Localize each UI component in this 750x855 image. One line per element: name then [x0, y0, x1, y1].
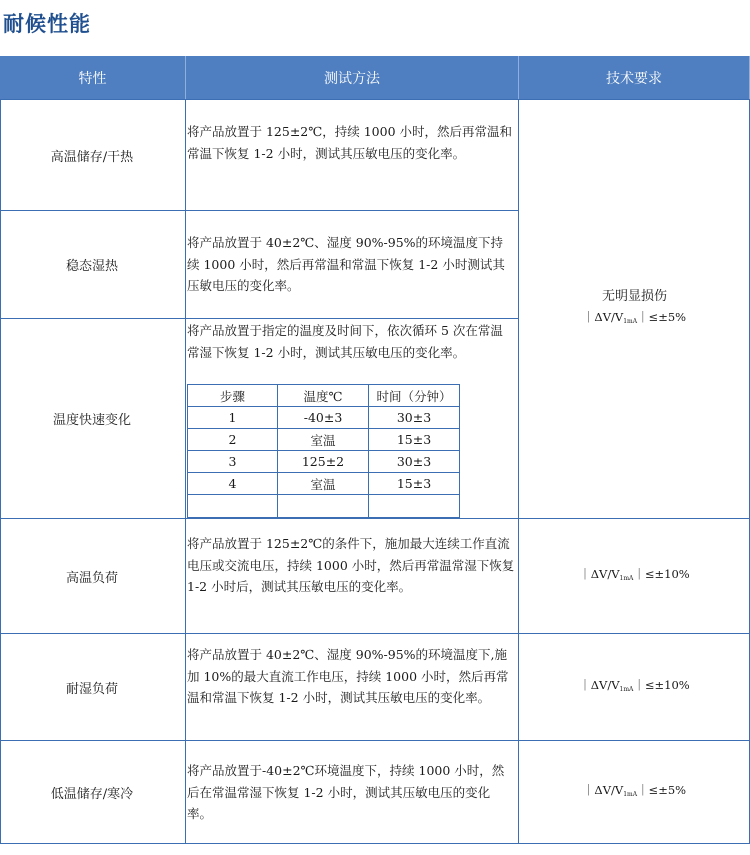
feature-humidity-load: 耐湿负荷: [65, 681, 118, 697]
cycle-temp: 室温: [278, 473, 369, 495]
page-title: 耐候性能: [3, 12, 91, 36]
cycle-step: 4: [188, 473, 278, 495]
rule-bottom: [0, 843, 750, 844]
cycle-time: 15±3: [369, 473, 460, 495]
method-damp-heat: 将产品放置于 40±2℃、湿度 90%-95%的环境温度下持续 1000 小时，然后再常温和常温下恢复 1-2 小时测试其压敏电压的变化率。: [187, 235, 505, 293]
method-high-temp-storage: 将产品放置于 125±2℃，持续 1000 小时，然后再常温和常温下恢复 1-2 小时，测试其压敏电压的变化率。: [187, 124, 513, 161]
table-row: [188, 473, 460, 495]
cycle-table-header: [188, 385, 460, 407]
feature-rapid-temp-change: 温度快速变化: [52, 413, 131, 428]
requirement-delta-v: $|\Delta V/V_{1mA}|\le\pm 5\%$: [582, 309, 687, 325]
requirement-delta-v: $|\Delta V/V_{1mA}|\le\pm 10\%$: [579, 677, 690, 693]
requirement-delta-v: $|\Delta V/V_{1mA}|\le\pm 10\%$: [579, 566, 690, 582]
header-requirement: 技术要求: [519, 56, 750, 99]
method-low-temp-storage: 将产品放置于-40±2℃环境温度下，持续 1000 小时，然后在常温常湿下恢复 1-2 小时，测试其压敏电压的变化率。: [187, 763, 505, 821]
cycle-temp: 125±2: [278, 451, 369, 473]
method-high-temp-load: 将产品放置于 125±2℃的条件下，施加最大连续工作直流电压或交流电压，持续 1000 小时，然后再常温常湿下恢复 1-2 小时后，测试其压敏电压的变化率。: [187, 536, 515, 594]
cycle-header-step: 步骤: [188, 385, 278, 407]
cycle-temp: -40±3: [278, 407, 369, 429]
method-humidity-load: 将产品放置于 40±2℃、湿度 90%-95%的环境温度下,施加 10%的最大直流工作电压，持续 1000 小时，然后再常温和常温下恢复 1-2 小时，测试其压敏电压的变化率。: [187, 647, 509, 705]
requirement-high-temp-load: [519, 519, 750, 633]
rule-col1: [185, 99, 186, 844]
requirement-delta-v: $|\Delta V/V_{1mA}|\le\pm 5\%$: [582, 782, 687, 798]
requirement-no-damage: 无明显损伤: [601, 288, 667, 304]
requirement-humidity-load: [519, 634, 750, 740]
feature-damp-heat: 稳态湿热: [65, 259, 118, 274]
feature-high-temp-load: 高温负荷: [65, 570, 118, 586]
table-row: [188, 429, 460, 451]
cycle-time: 30±3: [369, 451, 460, 473]
cycle-time: 15±3: [369, 429, 460, 451]
feature-high-temp-storage: 高温储存/干热: [50, 149, 134, 165]
cycle-table: [187, 384, 460, 518]
cycle-step: 3: [188, 451, 278, 473]
cycle-step: 2: [188, 429, 278, 451]
cycle-step: 1: [188, 407, 278, 429]
cycle-header-temp: 温度℃: [278, 385, 369, 407]
feature-low-temp-storage: 低温储存/寒冷: [50, 786, 134, 802]
requirement-merged: [519, 100, 750, 518]
table-row: [188, 451, 460, 473]
method-rapid-temp-change: 将产品放置于指定的温度及时间下，依次循环 5 次在常温常湿下恢复 1-2 小时，测试其压敏电压的变化率。: [187, 323, 503, 360]
table-row: [188, 407, 460, 429]
cycle-header-time: 时间（分钟）: [369, 385, 460, 407]
table-row-empty: [188, 495, 460, 518]
cycle-temp: 室温: [278, 429, 369, 451]
cycle-time: 30±3: [369, 407, 460, 429]
requirement-low-temp-storage: [519, 741, 750, 843]
header-method: 测试方法: [186, 56, 519, 99]
header-feature: 特性: [0, 56, 186, 99]
